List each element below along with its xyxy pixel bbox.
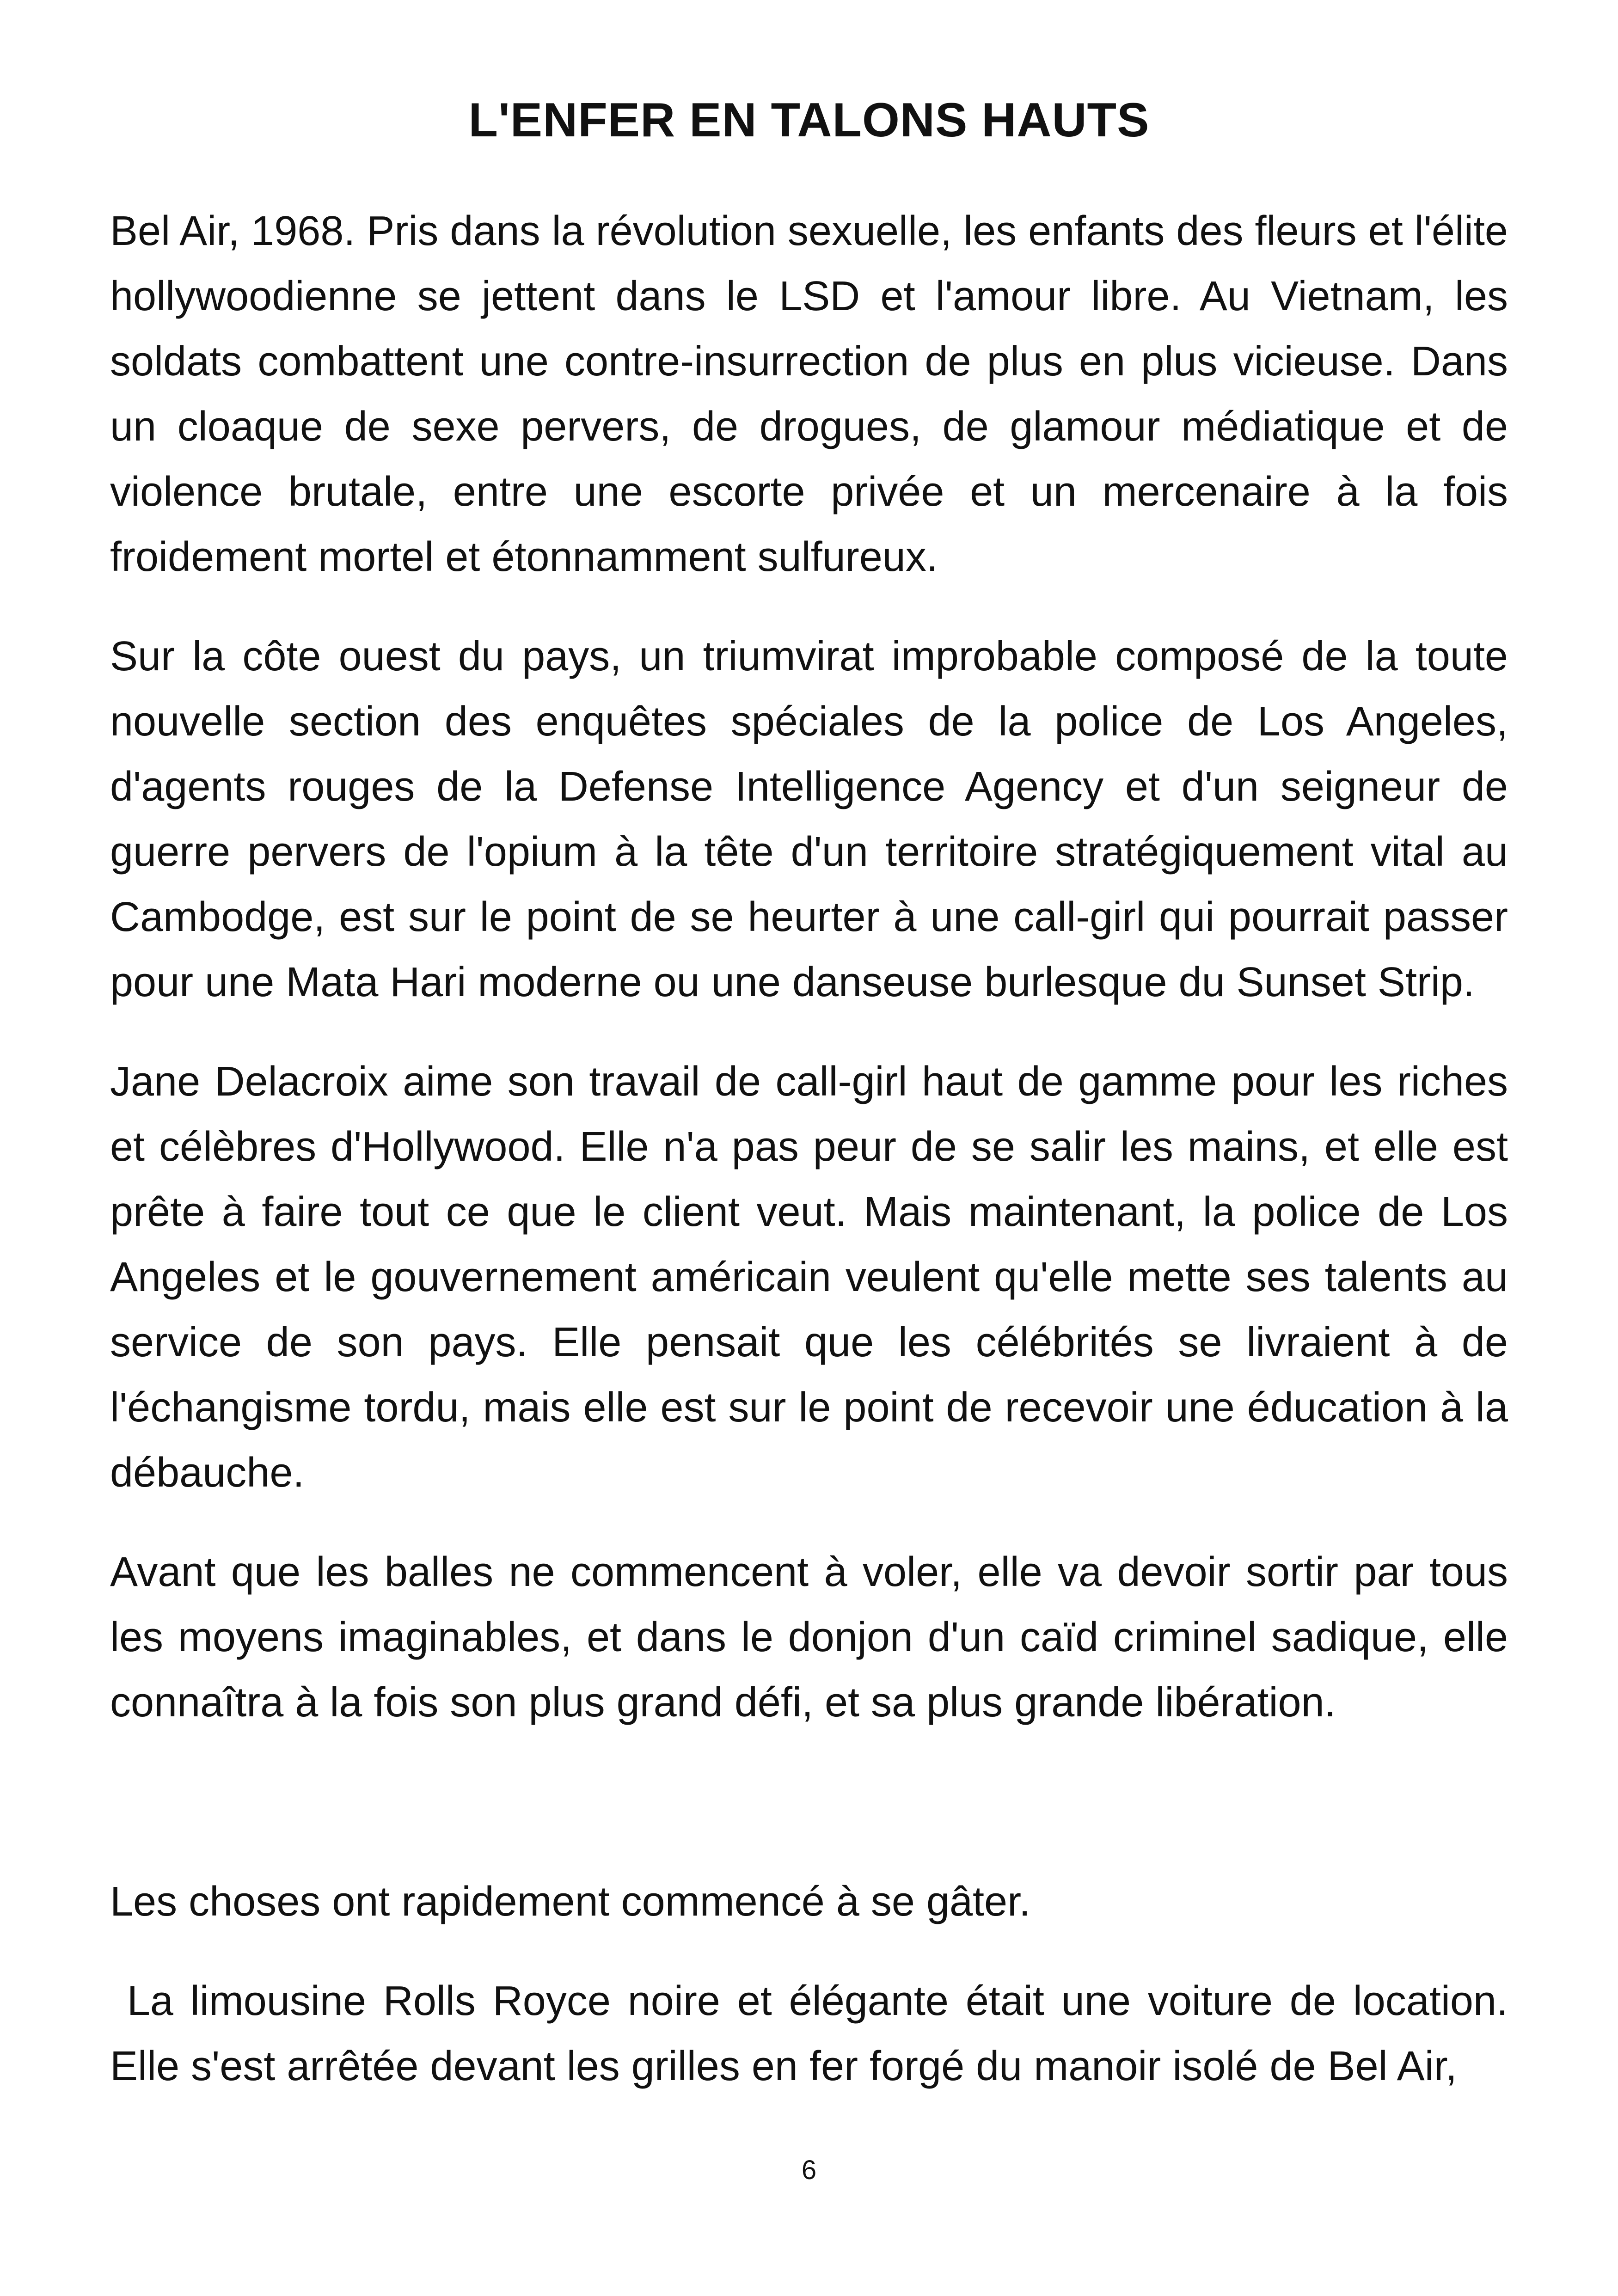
paragraph-jane: Jane Delacroix aime son travail de call-girl haut de gamme pour les riches et célèbres d'Hollywood. Elle n'a pas peur de se salir les mains, et elle est prête à faire tout ce que le client veut. Mais maintenant, la police de Los Angeles et le gouvernement américain veulent qu'elle mette ses talents au service de son pays. Elle pensait que les célébrités se livraient à de l'échangisme tordu, mais elle est sur le point de recevoir une éducation à la débauche. — [110, 1059, 1508, 1496]
paragraph-opening-line: Les choses ont rapidement commencé à se gâter. — [110, 1879, 1031, 1925]
body-text — [110, 199, 1520, 2133]
paragraph-intro: Bel Air, 1968. Pris dans la révolution sexuelle, les enfants des fleurs et l'élite hollywoodienne se jettent dans le LSD et l'amour libre. Au Vietnam, les soldats combattent une contre-insurrection de plus en plus vicieuse. Dans un cloaque de sexe pervers, de drogues, de glamour médiatique et de violence brutale, entre une escorte privée et un mercenaire à la fois froidement mortel et étonnamment sulfureux. — [110, 208, 1508, 580]
page-title: L'ENFER EN TALONS HAUTS — [468, 93, 1150, 147]
page-number: 6 — [801, 2155, 817, 2185]
paragraph-bullets: Avant que les balles ne commencent à voler, elle va devoir sortir par tous les moyens imaginables, et dans le donjon d'un caïd criminel sadique, elle connaîtra à la fois son plus grand défi, et sa plus grande libération. — [110, 1549, 1508, 1726]
paragraph-limousine: La limousine Rolls Royce noire et élégante était une voiture de location. Elle s'est arrêtée devant les grilles en fer forgé du manoir isolé de Bel Air, — [110, 1978, 1520, 2089]
paragraph-triumvirate: Sur la côte ouest du pays, un triumvirat improbable composé de la toute nouvelle section des enquêtes spéciales de la police de Los Angeles, d'agents rouges de la Defense Intelligence Agency et d'un seigneur de guerre pervers de l'opium à la tête d'un territoire stratégiquement vital au Cambodge, est sur le point de se heurter à une call-girl qui pourrait passer pour une Mata Hari moderne ou une danseuse burlesque du Sunset Strip. — [110, 633, 1508, 1005]
